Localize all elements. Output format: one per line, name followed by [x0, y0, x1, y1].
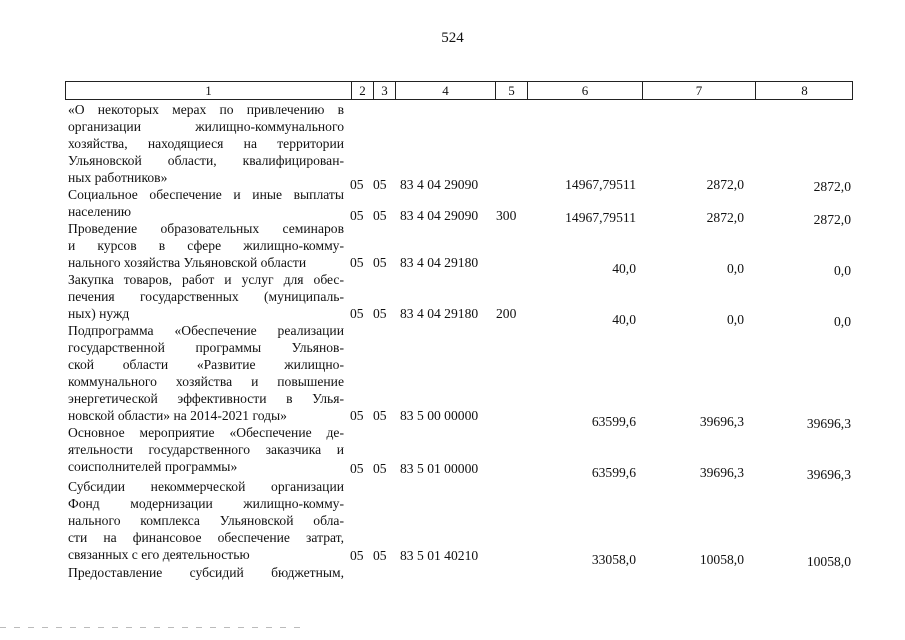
header-col-2: 2	[351, 82, 373, 99]
description-line: коммунального хозяйства и повышение	[68, 374, 344, 389]
description-line: государственной программы Ульянов-	[68, 340, 344, 355]
cell-amount-2021: 39696,3	[806, 416, 851, 431]
cell-subsection: 05	[373, 177, 387, 192]
description-line: Предоставление субсидий бюджетным,	[68, 565, 344, 580]
cell-amount-2019: 33058,0	[591, 552, 636, 567]
cell-subsection: 05	[373, 408, 387, 423]
row-description	[68, 271, 344, 322]
cell-section: 05	[350, 461, 364, 476]
cell-amount-2020: 39696,3	[699, 414, 744, 429]
cell-expense-type: 300	[496, 208, 517, 223]
cell-amount-2019: 63599,6	[591, 465, 636, 480]
description-line: Подпрограмма «Обеспечение реализации	[68, 323, 344, 338]
row-description	[68, 220, 344, 271]
header-col-4: 4	[395, 82, 495, 99]
cell-subsection: 05	[373, 255, 387, 270]
description-line: печения государственных (муниципаль-	[68, 289, 344, 304]
header-col-3: 3	[373, 82, 395, 99]
table-header	[65, 81, 853, 100]
page-number: 524	[441, 30, 464, 46]
description-line: и курсов в сфере жилищно-комму-	[68, 238, 344, 253]
description-line: Фонд модернизации жилищно-комму-	[68, 496, 344, 511]
description-line: новской области» на 2014-2021 годы»	[68, 408, 287, 423]
cell-amount-2021: 2872,0	[813, 212, 851, 227]
description-line: нального хозяйства Ульяновской области	[68, 255, 307, 270]
description-line: ятельности государственного заказчика и	[68, 442, 344, 457]
cell-amount-2020: 2872,0	[706, 177, 744, 192]
description-line: связанных с его деятельностью	[68, 547, 250, 562]
cell-amount-2020: 39696,3	[699, 465, 744, 480]
header-col-6: 6	[527, 82, 642, 99]
cell-amount-2021: 39696,3	[806, 467, 851, 482]
header-col-7: 7	[642, 82, 755, 99]
cell-subsection: 05	[373, 548, 387, 563]
description-line: нального комплекса Ульяновской обла-	[68, 513, 344, 528]
description-line: организации жилищно-коммунального	[68, 119, 344, 134]
cell-article: 83 4 04 29090	[400, 177, 479, 192]
cell-article: 83 5 00 00000	[400, 408, 479, 423]
cell-amount-2020: 0,0	[727, 261, 744, 276]
cell-article: 83 4 04 29180	[400, 255, 479, 270]
cell-section: 05	[350, 548, 364, 563]
description-line: Социальное обеспечение и иные выплаты	[68, 187, 344, 202]
cell-amount-2020: 10058,0	[699, 552, 744, 567]
cell-amount-2020: 0,0	[727, 312, 744, 327]
cell-article: 83 4 04 29180	[400, 306, 479, 321]
cell-amount-2019: 63599,6	[591, 414, 636, 429]
cell-subsection: 05	[373, 306, 387, 321]
cell-subsection: 05	[373, 208, 387, 223]
row-description	[68, 186, 344, 220]
cell-section: 05	[350, 306, 364, 321]
row-description	[68, 101, 344, 186]
description-line: ных работников»	[68, 170, 168, 185]
description-line: хозяйства, находящиеся на территории	[68, 136, 344, 151]
description-line: сти на финансовое обеспечение затрат,	[68, 530, 344, 545]
row-description	[68, 424, 344, 475]
description-line: ных) нужд	[68, 306, 130, 321]
row-description	[68, 478, 344, 563]
cell-subsection: 05	[373, 461, 387, 476]
description-line: Закупка товаров, работ и услуг для обес-	[68, 272, 344, 287]
cell-amount-2021: 10058,0	[806, 554, 851, 569]
cell-amount-2021: 0,0	[834, 263, 851, 278]
row-description	[68, 564, 344, 581]
cell-amount-2021: 0,0	[834, 314, 851, 329]
cell-amount-2020: 2872,0	[706, 210, 744, 225]
description-line: соисполнителей программы»	[68, 459, 238, 474]
row-description	[68, 322, 344, 424]
cell-expense-type: 200	[496, 306, 517, 321]
description-line: Субсидии некоммерческой организации	[68, 479, 344, 494]
description-line: ской области «Развитие жилищно-	[68, 357, 344, 372]
cell-section: 05	[350, 208, 364, 223]
header-col-8: 8	[755, 82, 853, 99]
description-line: Основное мероприятие «Обеспечение де-	[68, 425, 344, 440]
description-line: «О некоторых мерах по привлечению в	[68, 102, 344, 117]
cell-amount-2019: 14967,79511	[565, 177, 636, 192]
header-col-1: 1	[205, 83, 212, 98]
header-col-5: 5	[495, 82, 527, 99]
cell-section: 05	[350, 177, 364, 192]
description-line: энергетической эффективности в Улья-	[68, 391, 344, 406]
cell-section: 05	[350, 255, 364, 270]
cell-amount-2019: 40,0	[612, 312, 636, 327]
cell-amount-2021: 2872,0	[813, 179, 851, 194]
cell-amount-2019: 40,0	[612, 261, 636, 276]
cell-article: 83 4 04 29090	[400, 208, 479, 223]
description-line: Проведение образовательных семинаров	[68, 221, 344, 236]
description-line: населению	[68, 204, 132, 219]
cell-section: 05	[350, 408, 364, 423]
scan-artifact-line	[0, 627, 300, 628]
cell-article: 83 5 01 40210	[400, 548, 479, 563]
description-line: Ульяновской области, квалифицирован-	[68, 153, 344, 168]
cell-amount-2019: 14967,79511	[565, 210, 636, 225]
cell-article: 83 5 01 00000	[400, 461, 479, 476]
